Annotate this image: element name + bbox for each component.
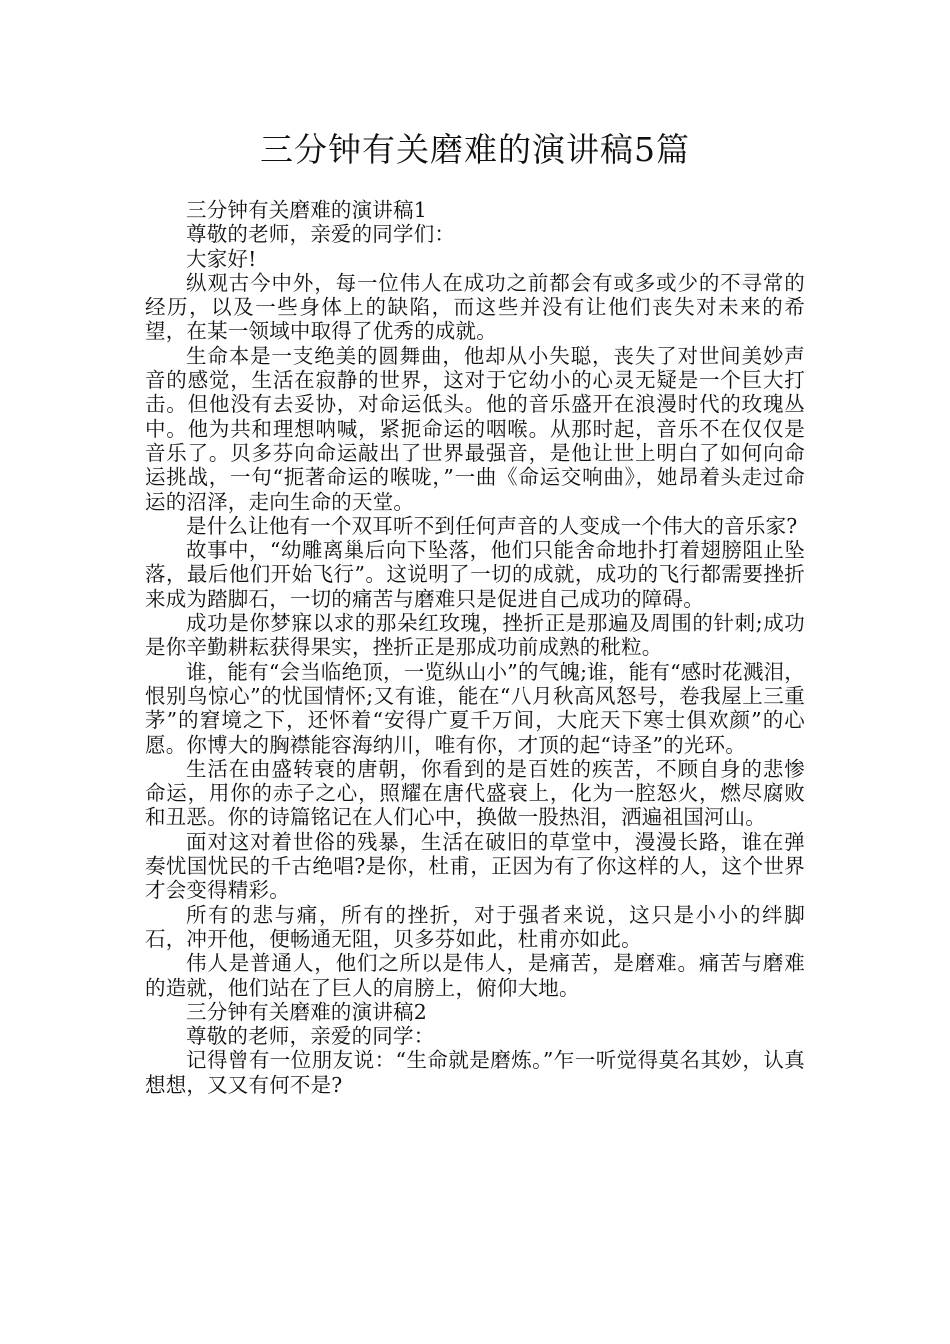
body-paragraph: 故事中，“幼雕离巢后向下坠落，他们只能舍命地扑打着翅膀阻止坠落，最后他们开始飞行”。这说明了一切的成就，成功的飞行都需要挫折来成为踏脚石，一切的痛苦与磨难只是促进自己成功的障碍。	[145, 538, 805, 611]
greeting: 大家好!	[186, 246, 257, 271]
document-title: 三分钟有关磨难的演讲稿5篇	[260, 130, 690, 169]
salutation: 尊敬的老师，亲爱的同学们：	[186, 222, 456, 247]
body-paragraph: 生活在由盛转衰的唐朝，你看到的是百姓的疾苦，不顾自身的悲惨命运，用你的赤子之心，照耀在唐代盛衰上，化为一腔怒火，燃尽腐败和丑恶。你的诗篇铭记在人们心中，换做一股热泪，洒遍祖国河山。	[145, 756, 805, 830]
body-paragraph: 是什么让他有一个双耳听不到任何声音的人变成一个伟大的音乐家?	[186, 513, 798, 538]
body-paragraph: 纵观古今中外，每一位伟人在成功之前都会有或多或少的不寻常的经历，以及一些身体上的缺陷，而这些并没有让他们丧失对未来的希望，在某一领域中取得了优秀的成就。	[145, 270, 805, 344]
body-paragraph: 成功是你梦寐以求的那朵红玫瑰，挫折正是那遍及周围的针刺;成功是你辛勤耕耘获得果实，挫折正是那成功前成熟的秕粒。	[145, 611, 805, 660]
speech-2-heading: 三分钟有关磨难的演讲稿2	[186, 999, 427, 1024]
body-paragraph: 所有的悲与痛，所有的挫折，对于强者来说，这只是小小的绊脚石，冲开他，便畅通无阻，贝多芬如此，杜甫亦如此。	[145, 902, 805, 951]
body-paragraph: 谁，能有“会当临绝顶，一览纵山小”的气魄;谁，能有“感时花溅泪，恨别鸟惊心”的忧国情怀;又有谁，能在“八月秋高风怒号，卷我屋上三重茅”的窘境之下，还怀着“安得广夏千万间，大庇天下寒士俱欢颜”的心愿。你博大的胸襟能容海纳川，唯有你，才顶的起“诗圣”的光环。	[145, 659, 805, 757]
body-paragraph: 面对这对着世俗的残暴，生活在破旧的草堂中，漫漫长路，谁在弹奏忧国忧民的千古绝唱?是你，杜甫，正因为有了你这样的人，这个世界才会变得精彩。	[145, 829, 805, 903]
body-paragraph: 生命本是一支绝美的圆舞曲，他却从小失聪，丧失了对世间美妙声音的感觉，生活在寂静的世界，这对于它幼小的心灵无疑是一个巨大打击。但他没有去妥协，对命运低头。他的音乐盛开在浪漫时代的玫瑰丛中。他为共和理想呐喊，紧扼命运的咽喉。从那时起，音乐不在仅仅是音乐了。贝多芬向命运敲出了世界最强音，是他让世上明白了如何向命运挑战，一句“扼著命运的喉咙，”一曲《命运交响曲》，她昂着头走过命运的沼泽，走向生命的天堂。	[145, 343, 805, 514]
speech-1-heading: 三分钟有关磨难的演讲稿1	[186, 198, 427, 222]
body-paragraph: 伟人是普通人，他们之所以是伟人，是痛苦，是磨难。痛苦与磨难的造就，他们站在了巨人的肩膀上，俯仰大地。	[145, 951, 805, 1000]
salutation: 尊敬的老师，亲爱的同学：	[186, 1024, 435, 1049]
document-body	[145, 198, 805, 1097]
body-paragraph: 记得曾有一位朋友说：“生命就是磨炼。”乍一听觉得莫名其妙，认真想想，又又有何不是?	[145, 1048, 805, 1097]
